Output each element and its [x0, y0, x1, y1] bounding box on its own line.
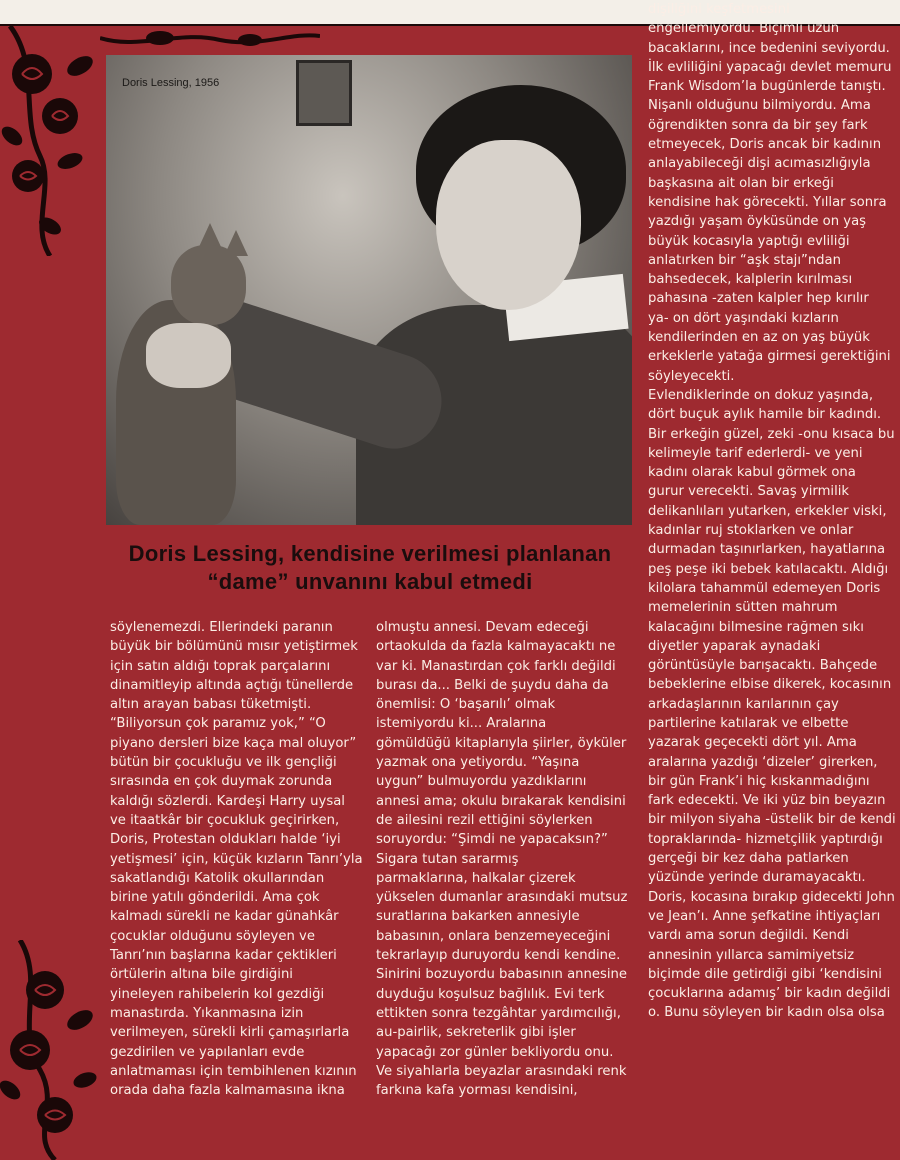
body-column-3 [648, 0, 896, 1023]
photo-caption: Doris Lessing, 1956 [122, 77, 220, 89]
rose-ornament-bottom-left [0, 940, 110, 1160]
headline-line-1: Doris Lessing, kendisine verilmesi planlanan [128, 541, 612, 566]
article-headline [110, 540, 630, 596]
column-2-text: olmuştu annesi. Devam edeceği ortaokulda da fazla kalmayacaktı ne var ki. Manastırdan çok farklı değildi burası da... Belki de şuydu daha da önemlisi: O ‘başarılı’ olmak istemiyordu ki... Aralarına gömüldüğü kitaplarıyla şiirler, öyküler yazmak ona yetiyordu. “Yaşına uygun” bulmuyordu yazdıklarını annesi ama; okulu bırakarak kendisini de ailesini rezil ettiğini söylerken soruyordu: “Şimdi ne yapacaksın?” Sigara tutan sararmış parmaklarına, halkalar çizerek yükselen dumanlar arasındaki mutsuz suratlarına bakarken annesiyle babasının, onlara benzemeyeceğini tekrarlayıp duruyordu kendi kendine. Sinirini bozuyordu babasının annesine duyduğu koşulsuz bağlılık. Evi terk ettikten sonra tezgâhtar yardımcılığı, au-pairlik, sekreterlik gibi işler yapacağı zor günler bekliyordu onu. Ve siyahlarla beyazlar arasındaki renk farkına kafa yorması kendisini, [376, 620, 628, 1099]
rose-ornament-top-left [0, 26, 110, 256]
rose-ornament-top-band [100, 26, 320, 58]
headline-line-2: “dame” unvanını kabul etmedi [207, 569, 533, 594]
column-1-text: söylenemezdi. Ellerindeki paranın büyük bir bölümünü mısır yetiştirmek için satın aldığı toprak parçalarını dinamitleyip altında açtığı tünellerde altın arayan babası tüketmişti. “Biliyorsun çok paramız yok,” “O piyano dersleri bize kaça mal oluyor” bütün bir çocukluğu ve ilk gençliği sırasında en çok duymak zorunda kaldığı sözlerdi. Kardeşi Harry uysal ve itaatkâr bir çocukluk geçirirken, Doris, Protestan oldukları halde ‘iyi yetişmesi’ için, küçük kızların Tanrı’yla sakatlandığı Katolik okullarından birine yatılı gönderildi. Ama çok kalmadı sürekli ne kadar günahkâr çocuklar olduğunu söyleyen ve Tanrı’nın başlarına kadar çektikleri örtülerin altına bile girdiğini yineleyen rahibelerin kol gezdiği manastırda. Yıkanmasına izin verilmeyen, sürekli kirli çamaşırlarla gezdirilen ve yapılanları evde anlatmaması için tembihlenen kızının orada daha fazla kalmamasına ikna [110, 620, 363, 1099]
portrait-photo [106, 55, 632, 525]
column-3-text: dişiliğini keşfetmesini engellemiyordu. Biçimli uzun bacaklarını, ince bedenini seviyordu. İlk evliliğini yapacağı devlet memuru Frank Wisdom’la bugünlerde tanıştı. Nişanlı olduğunu bilmiyordu. Ama öğrendikten sonra da bir şey fark etmeyecek, Doris ancak bir kadının anlayabileceği dişi acımasızlığıyla başkasına ait olan bir erkeği kendisine hak görecekti. Yıllar sonra yazdığı yaşam öyküsünde on yaş büyük kocasıyla yaptığı evliliği anlatırken bir “aşk stajı”ndan bahsedecek, kalplerin kırılması pahasına -zaten kalpler hep kırılır ya- on dört yaşındaki kızların kendilerinden en az on yaş büyük erkeklerle yatağa girmesi gerektiğini söyleyecekti. Evlendiklerinde on dokuz yaşında, dört buçuk aylık hamile bir kadındı. Bir erkeğin güzel, zeki -onu kısaca bu kelimeyle tarif ederlerdi- ve yeni kadını olarak kabul görmek ona gurur verecekti. Savaş yirmilik delikanlıları yutarken, erkekler viski, kadınlar ruj stoklarken ve onlar durmadan taşınırlarken, hayatlarına peş peşe iki bebek katılacaktı. Aldığı kilolara tahammül edemeyen Doris memelerinin sütten mahrum kalacağını bilmesine rağmen sıkı diyetler yaparak aynadaki görüntüsüyle barışacaktı. Bahçede bebeklerine elbise dikerek, kocasının arkadaşlarının karılarının çay partilerine katılarak ve elbette yazarak geçecekti dört yıl. Ama aralarına yazdığı ‘dizeler’ girerken, bir gün Frank’i hiç kıskanmadığını fark edecekti. Ve iki yüz bin beyazın bir milyon siyaha -üstelik bir de kendi topraklarında- hizmetçilik yaptırdığı gerçeği bir kez daha patlarken yüzünde yerinde duramayacaktı. Doris, kocasına bırakıp gidecekti John ve Jean’ı. Anne şefkatine ihtiyaçları vardı ama sorun değildi. Kendi annesinin yıllarca samimiyetsiz biçimde dile getirdiği gibi ‘kendisini çocuklarına adamış’ bir kadın değildi o. Bunu söyleyen bir kadın olsa olsa [648, 2, 896, 1021]
body-column-1 [110, 618, 375, 1100]
body-column-2 [376, 618, 638, 1100]
